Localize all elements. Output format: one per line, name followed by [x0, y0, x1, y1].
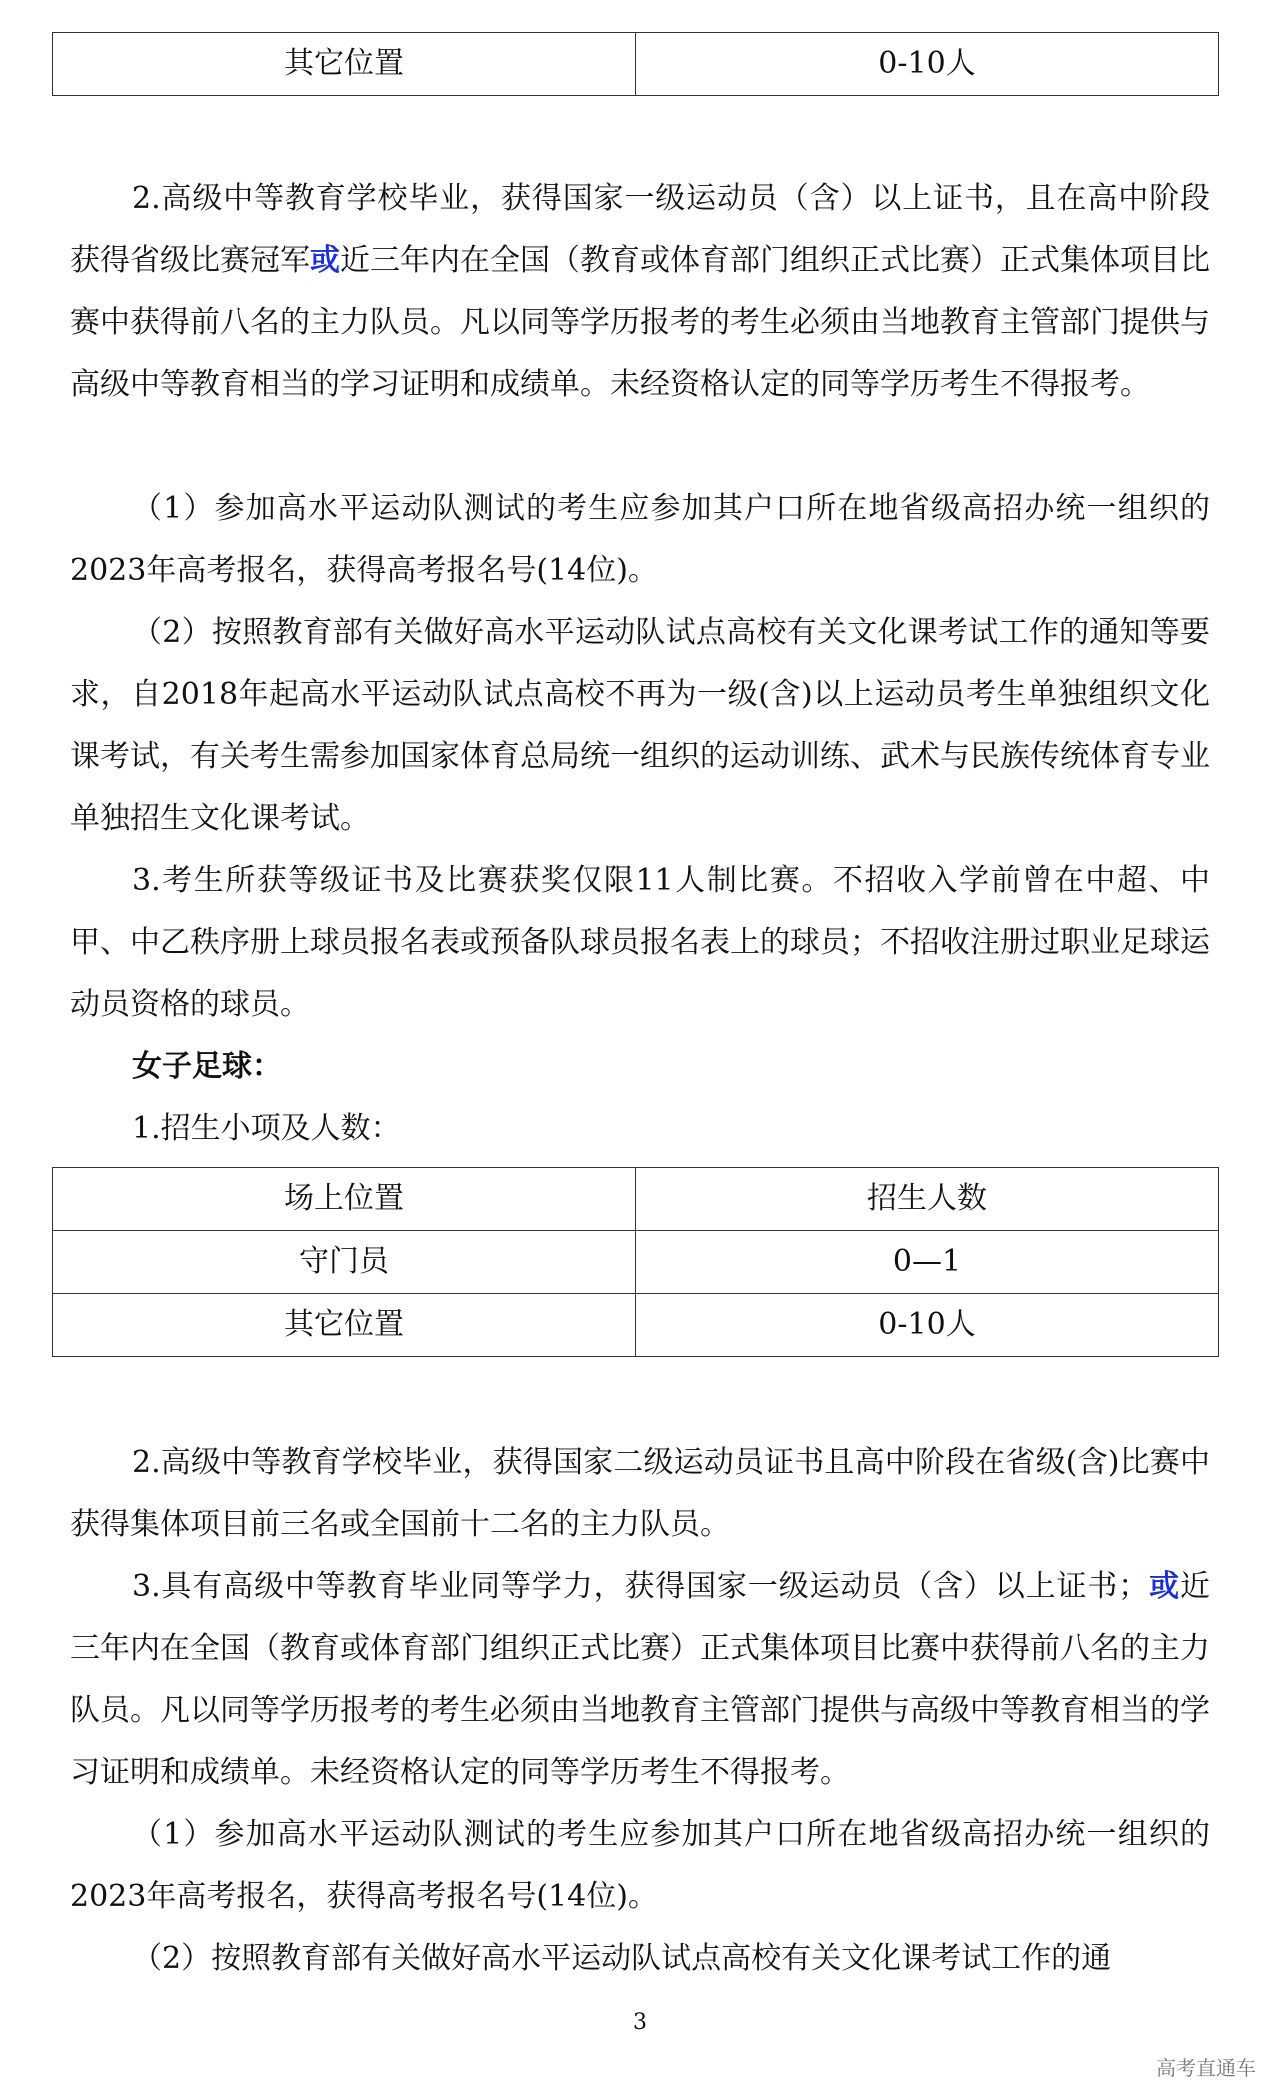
women-item-3: 3.具有高级中等教育毕业同等学力，获得国家一级运动员（含）以上证书；或近三年内在全国（教育或体育部门组织正式比赛）正式集体项目比赛中获得前八名的主力队员。凡以同等学历报考的考生必须由当地教育主管部门提供与高级中等教育相当的学习证明和成绩单。未经资格认定的同等学历考生不得报考。 [70, 1569, 1211, 1790]
men-item-2-2: （2）按照教育部有关做好高水平运动队试点高校有关文化课考试工作的通知等要求，自2018年起高水平运动队试点高校不再为一级(含)以上运动员考生单独组织文化课考试，有关考生需参加国家体育总局统一组织的运动训练、武术与民族传统体育专业单独招生文化课考试。 [70, 615, 1210, 836]
women-item-2: 2.高级中等教育学校毕业，获得国家二级运动员证书且高中阶段在省级(含)比赛中获得集体项目前三名或全国前十二名的主力队员。 [70, 1445, 1210, 1542]
men-item-2-1: （1）参加高水平运动队测试的考生应参加其户口所在地省级高招办统一组织的2023年高考报名，获得高考报名号(14位)。 [70, 491, 1210, 588]
watermark: 高考直通车 [1156, 2056, 1256, 2080]
position-cell: 其它位置 [53, 33, 636, 96]
header-count: 招生人数 [636, 1168, 1219, 1231]
women-table [52, 1167, 1219, 1357]
top-table [52, 32, 1219, 96]
men-item-3: 3.考生所获等级证书及比赛获奖仅限11人制比赛。不招收入学前曾在中超、中甲、中乙秩序册上球员报名表或预备队球员报名表上的球员；不招收注册过职业足球运动员资格的球员。 [70, 863, 1210, 1022]
women-item-3-1: （1）参加高水平运动队测试的考生应参加其户口所在地省级高招办统一组织的2023年高考报名，获得高考报名号(14位)。 [70, 1817, 1210, 1914]
header-position: 场上位置 [53, 1168, 636, 1231]
count-cell: 0-10人 [636, 1294, 1219, 1357]
men-item-2: 2.高级中等教育学校毕业，获得国家一级运动员（含）以上证书，且在高中阶段获得省级比赛冠军或近三年内在全国（教育或体育部门组织正式比赛）正式集体项目比赛中获得前八名的主力队员。凡以同等学历报考的考生必须由当地教育主管部门提供与高级中等教育相当的学习证明和成绩单。未经资格认定的同等学历考生不得报考。 [70, 181, 1210, 402]
position-cell: 守门员 [53, 1231, 636, 1294]
count-cell: 0—1 [636, 1231, 1219, 1294]
women-heading: 女子足球： [132, 1049, 282, 1084]
table-row [53, 1294, 1219, 1357]
women-item-1: 1.招生小项及人数： [132, 1111, 401, 1146]
women-item-3-2: （2）按照教育部有关做好高水平运动队试点高校有关文化课考试工作的通 [132, 1941, 1112, 1976]
page-number: 3 [633, 2010, 647, 2035]
table-row [53, 1231, 1219, 1294]
table-row [53, 33, 1219, 96]
highlight-or: 或 [1148, 1569, 1181, 1604]
position-cell: 其它位置 [53, 1294, 636, 1357]
count-cell: 0-10人 [636, 33, 1219, 96]
table-header-row [53, 1168, 1219, 1231]
highlight-or: 或 [310, 243, 340, 278]
